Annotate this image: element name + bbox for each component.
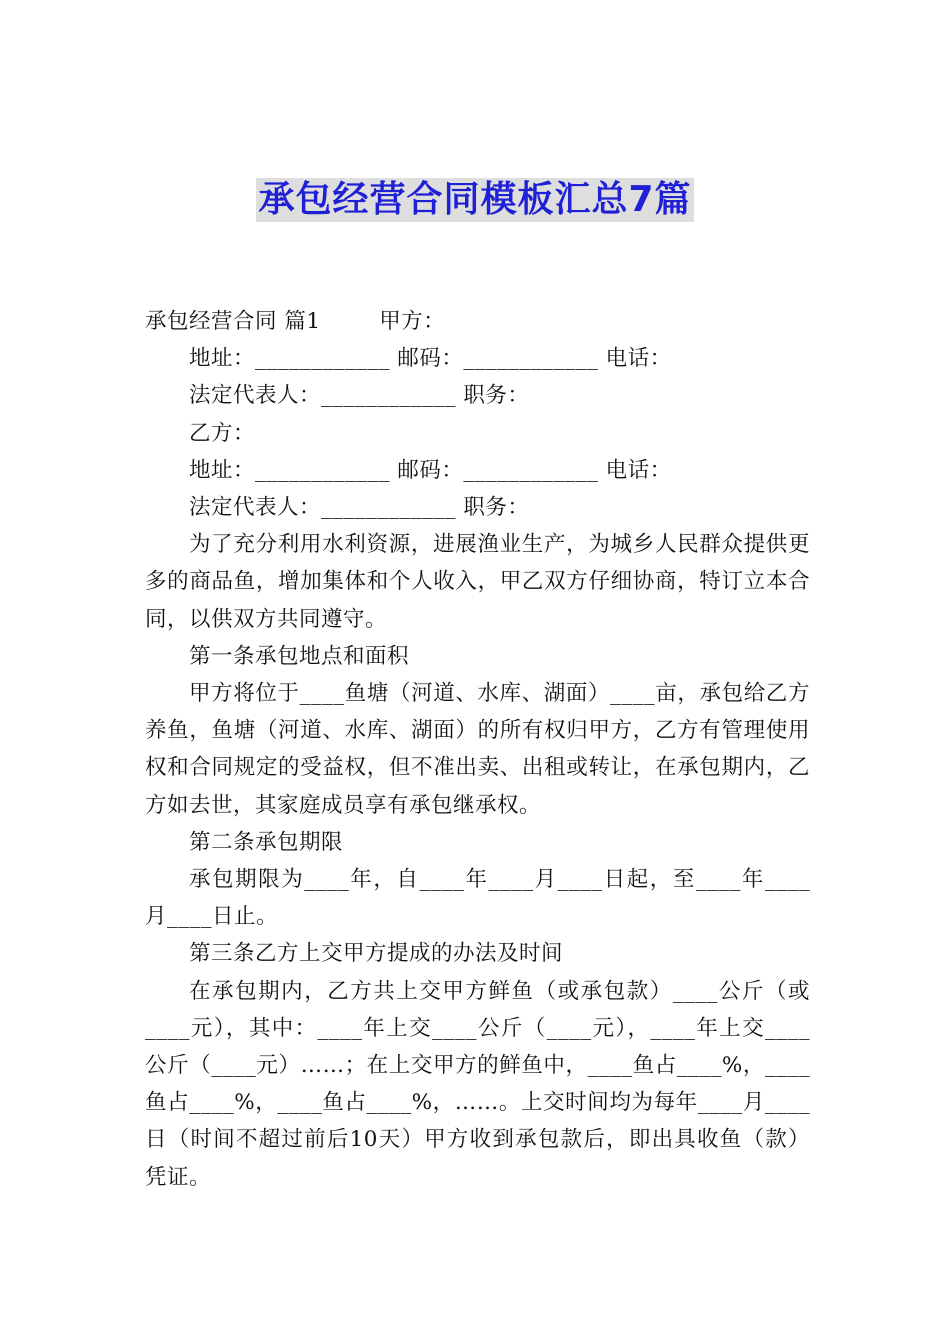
paragraph-party-b-representative: 法定代表人：____________ 职务：	[189, 495, 530, 521]
paragraph-party-b: 乙方：	[189, 420, 256, 446]
article-2-heading: 第二条承包期限	[189, 829, 344, 855]
article-1-body: 甲方将位于____鱼塘（河道、水库、湖面）____亩，承包给乙方养鱼，鱼塘（河道、水库、湖面）的所有权归甲方，乙方有管理使用权和合同规定的受益权，但不准出卖、出租或转让，在承包期内，乙方如去世，其家庭成员享有承包继承权。	[145, 681, 810, 818]
paragraph-party-a-representative: 法定代表人：____________ 职务：	[189, 383, 530, 409]
title-container	[0, 178, 950, 222]
document-title: 承包经营合同模板汇总7篇	[258, 179, 692, 220]
paragraph-party-b-address: 地址：____________ 邮码：____________ 电话：	[189, 457, 672, 483]
paragraph-header: 承包经营合同 篇1 甲方：	[145, 309, 446, 334]
article-3-heading: 第三条乙方上交甲方提成的办法及时间	[189, 941, 564, 967]
article-1-heading: 第一条承包地点和面积	[189, 643, 410, 669]
paragraph-party-a-address: 地址：____________ 邮码：____________ 电话：	[189, 346, 672, 372]
paragraph-preamble: 为了充分利用水利资源，进展渔业生产，为城乡人民群众提供更多的商品鱼，增加集体和个人收入，甲乙双方仔细协商，特订立本合同，以供双方共同遵守。	[145, 532, 810, 632]
article-2-body: 承包期限为____年，自____年____月____日起，至____年____月____日止。	[145, 867, 810, 930]
document-body	[145, 303, 810, 1196]
article-3-body: 在承包期内，乙方共上交甲方鲜鱼（或承包款）____公斤（或____元），其中：____年上交____公斤（____元），____年上交____公斤（____元）……；在上交甲方的鲜鱼中，____鱼占____%，____鱼占____%，____鱼占____%，……。上交时间均为每年____月____日（时间不超过前后10天）甲方收到承包款后，即出具收鱼（款）凭证。	[145, 978, 810, 1190]
